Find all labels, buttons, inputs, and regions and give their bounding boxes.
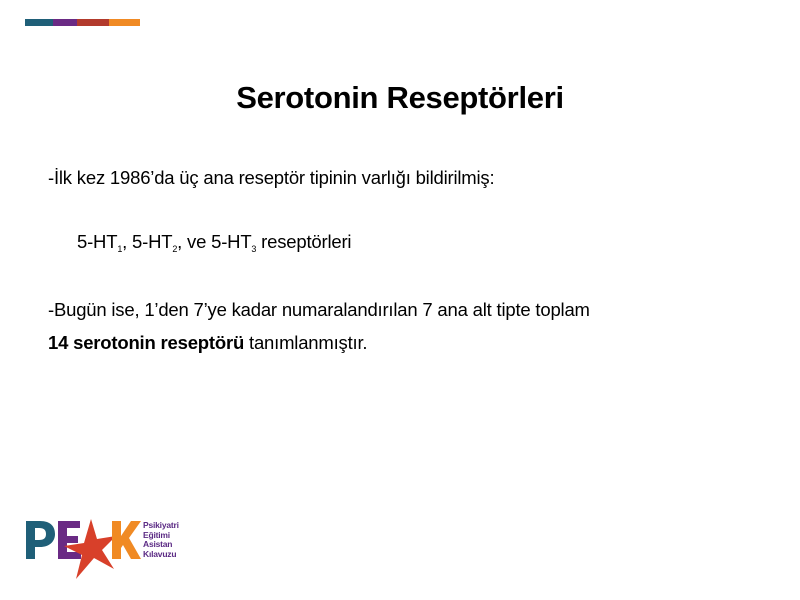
logo-caption-line-1: Psikiyatri: [143, 520, 179, 530]
logo-caption-line-2: Eğitimi: [143, 529, 170, 540]
receptor-list-tail: reseptörleri: [256, 231, 352, 252]
strip-segment-teal: [25, 19, 53, 26]
highlight-receptor-count: 14 serotonin reseptörü: [48, 332, 245, 353]
receptor-ht2-subscript: 2: [172, 244, 178, 254]
strip-segment-red: [77, 19, 109, 26]
separator-1: ,: [122, 231, 133, 252]
strip-segment-orange: [109, 19, 140, 26]
receptor-ht2: 5-HT: [132, 231, 173, 252]
paragraph-today-end: tanımlanmıştır.: [244, 332, 368, 353]
logo-caption-line-4: Kılavuzu: [143, 548, 177, 559]
slide-title: Serotonin Reseptörleri: [236, 80, 564, 115]
separator-2: , ve: [177, 231, 212, 252]
paragraph-today-continued: [48, 332, 367, 354]
logo-caption-line-3: Asistan: [143, 539, 173, 550]
receptor-ht3: 5-HT: [211, 231, 252, 252]
logo-caption: [143, 521, 179, 559]
paragraph-today: -Bugün ise, 1’den 7’ye kadar numaralandırılan 7 ana alt tipte toplam: [48, 299, 590, 320]
receptor-ht1-subscript: 1: [117, 244, 123, 254]
logo-letter-k: [112, 521, 141, 559]
paragraph-history: -İlk kez 1986’da üç ana reseptör tipinin varlığı bildirilmiş:: [48, 167, 495, 188]
peak-logo: [24, 513, 184, 588]
receptor-ht1: 5-HT: [77, 231, 118, 252]
receptor-list: [77, 231, 351, 253]
logo-letter-p: [26, 521, 55, 559]
brand-color-strip: [25, 19, 140, 26]
receptor-ht3-subscript: 3: [251, 244, 257, 254]
peak-logo-mark: [24, 513, 142, 588]
strip-segment-purple: [53, 19, 77, 26]
logo-letter-e: [58, 521, 81, 559]
